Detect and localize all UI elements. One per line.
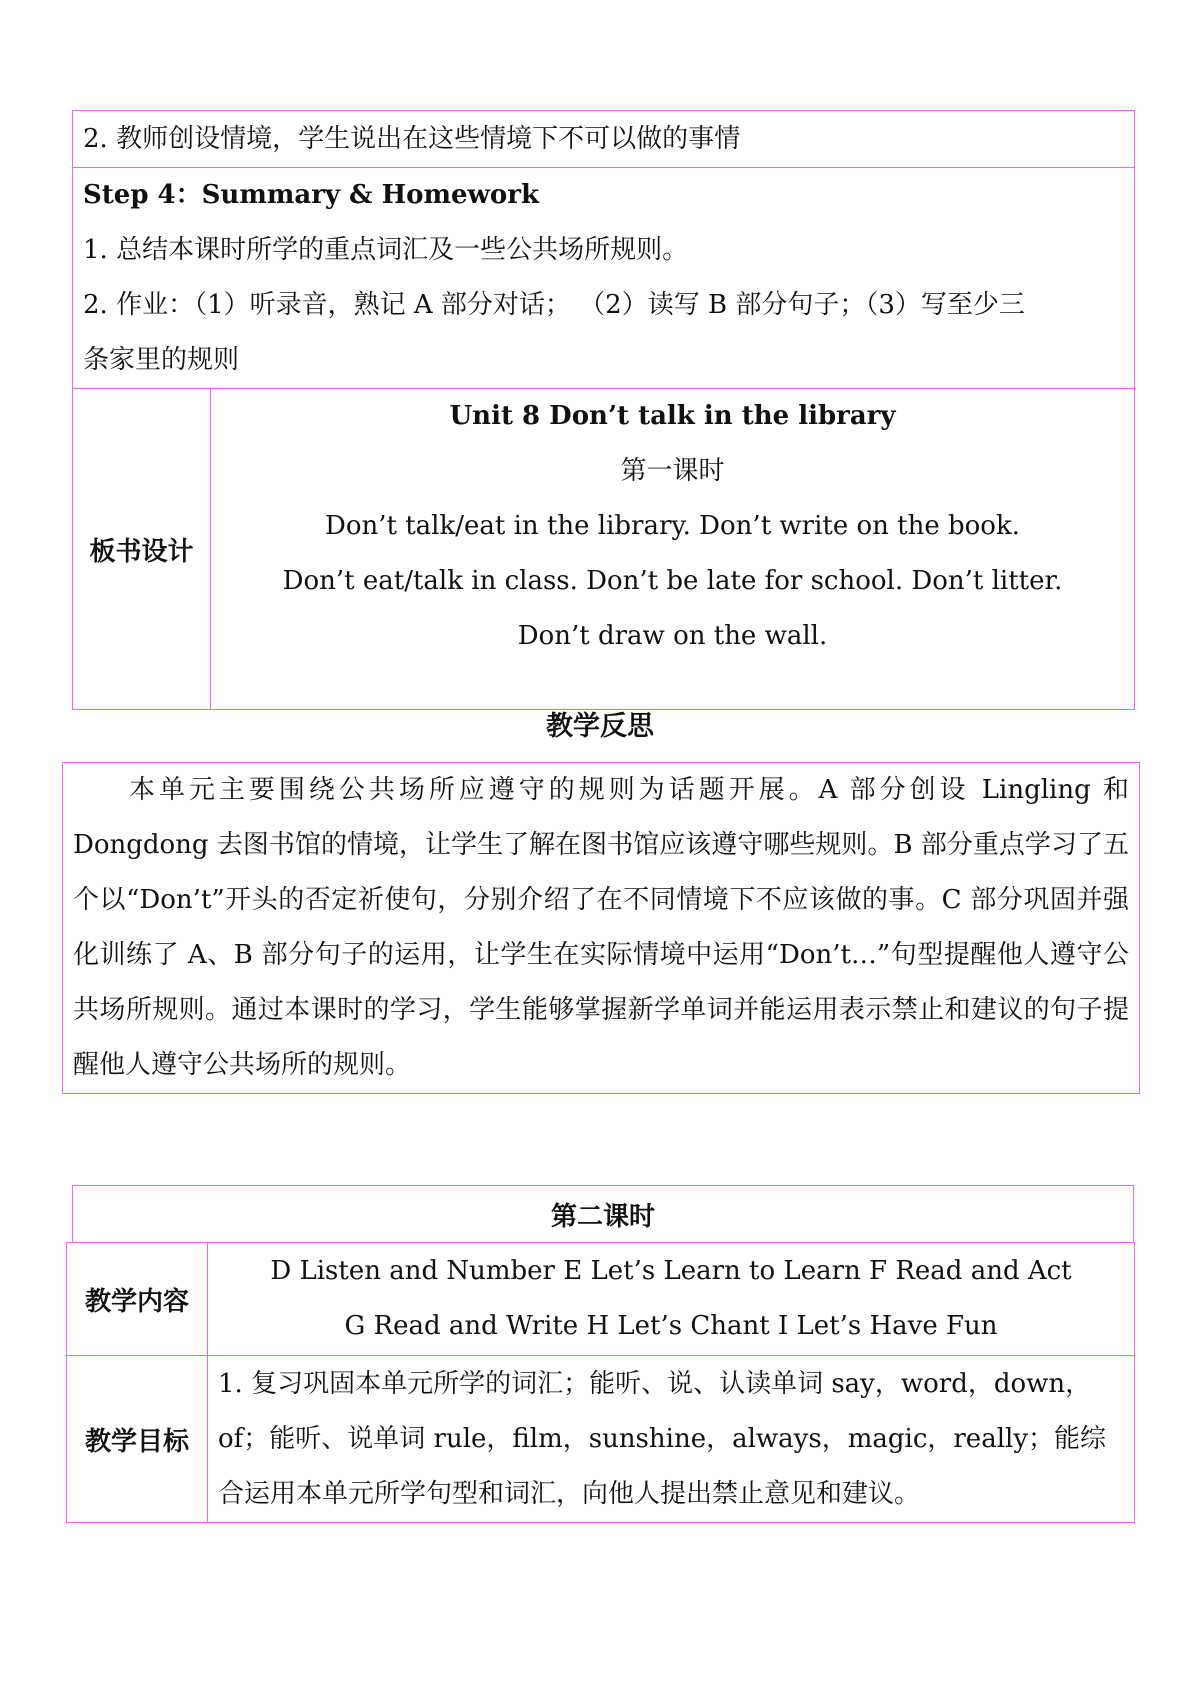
goals-text: 1. 复习巩固本单元所学的词汇；能听、说、认读单词 say，word，down，of；能听、说单词 rule，film，sunshine，always，magic，really；能综合运用本单元所学句型和词汇，向他人提出禁止意见和建议。 bbox=[218, 1368, 1107, 1509]
step4-row bbox=[73, 168, 1135, 389]
content-line: D Listen and Number E Let’s Learn to Learn F Read and Act bbox=[270, 1256, 1072, 1286]
reflection-text: 本单元主要围绕公共场所应遵守的规则为话题开展。A 部分创设 Lingling 和 Dongdong 去图书馆的情境，让学生了解在图书馆应该遵守哪些规则。B 部分重点学习了五个以“Don’t”开头的否定祈使句，分别介绍了在不同情境下不应该做的事。C 部分巩固并强化训练了 A、B 部分句子的运用，让学生在实际情境中运用“Don’t…”句型提醒他人遵守公共场所规则。通过本课时的学习，学生能够掌握新学单词并能运用表示禁止和建议的句子提醒他人遵守公共场所的规则。 bbox=[73, 775, 1129, 1080]
goals-row bbox=[67, 1356, 1135, 1523]
content-label: 教学内容 bbox=[67, 1243, 208, 1356]
lesson2-title-table bbox=[72, 1185, 1134, 1243]
lesson2-table bbox=[66, 1242, 1135, 1523]
board-design-row bbox=[73, 389, 1135, 710]
content-row bbox=[67, 1243, 1135, 1356]
task-row bbox=[73, 111, 1135, 168]
board-subtitle: 第一课时 bbox=[620, 456, 725, 486]
board-design-label: 板书设计 bbox=[73, 389, 211, 710]
reflection-heading: 教学反思 bbox=[546, 711, 654, 742]
lesson2-title: 第二课时 bbox=[73, 1186, 1134, 1243]
board-title: Unit 8 Don’t talk in the library bbox=[449, 401, 896, 431]
board-line: Don’t talk/eat in the library. Don’t write on the book. bbox=[325, 511, 1020, 541]
goals-label: 教学目标 bbox=[67, 1356, 208, 1523]
content-line: G Read and Write H Let’s Chant I Let’s Have Fun bbox=[344, 1311, 998, 1341]
summary-item: 1. 总结本课时所学的重点词汇及一些公共场所规则。 bbox=[83, 235, 689, 265]
homework-item-continued: 条家里的规则 bbox=[83, 345, 240, 375]
board-line: Don’t eat/talk in class. Don’t be late for school. Don’t litter. bbox=[282, 566, 1063, 596]
step4-heading: Step 4：Summary & Homework bbox=[83, 180, 539, 210]
homework-item: 2. 作业：（1）听录音，熟记 A 部分对话； （2）读写 B 部分句子；（3）写至少三 bbox=[83, 290, 1025, 320]
lesson-plan-table bbox=[72, 110, 1135, 710]
reflection-box bbox=[62, 762, 1140, 1094]
board-line: Don’t draw on the wall. bbox=[517, 621, 828, 651]
task-text: 2. 教师创设情境，学生说出在这些情境下不可以做的事情 bbox=[83, 123, 741, 154]
